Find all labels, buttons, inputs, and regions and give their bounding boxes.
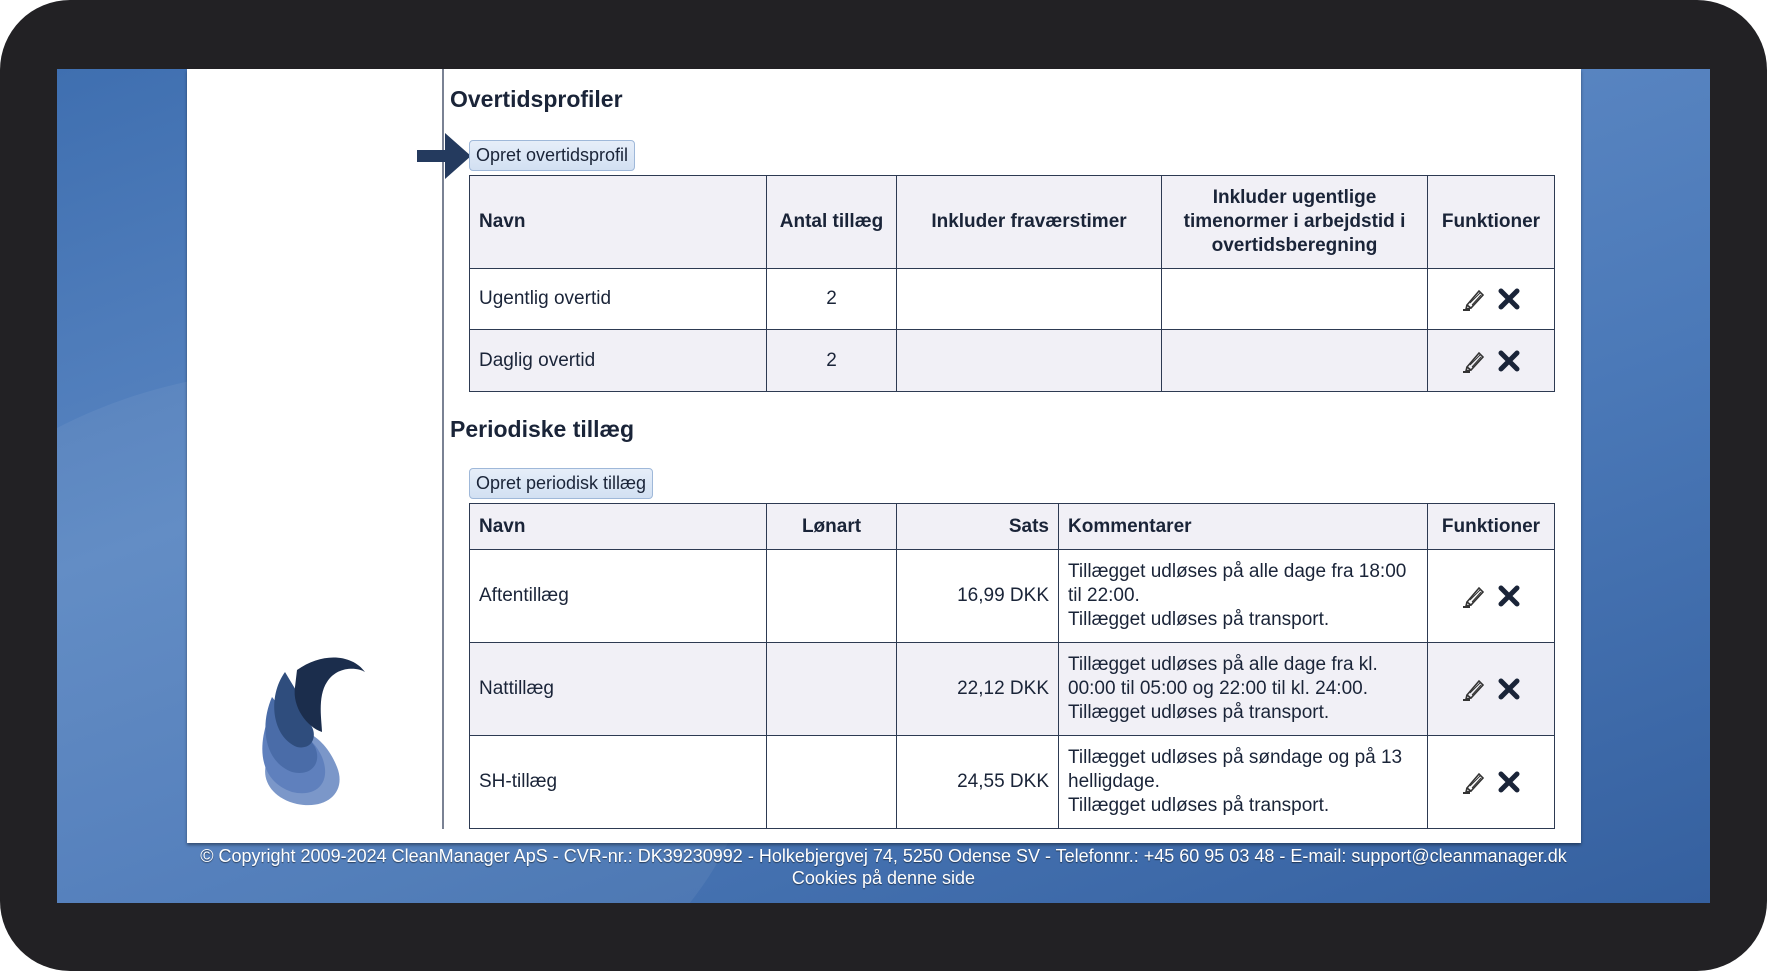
pencil-icon[interactable] (1461, 583, 1487, 609)
row-wage-type (767, 550, 897, 643)
row-comments (1059, 550, 1428, 643)
col-header-name: Navn (470, 504, 767, 550)
pencil-icon[interactable] (1461, 348, 1487, 374)
create-periodic-supplement-button[interactable]: Opret periodisk tillæg (469, 468, 653, 499)
overtime-table (469, 175, 1555, 392)
close-x-icon[interactable] (1497, 349, 1521, 373)
row-absence (897, 330, 1162, 392)
footer-copyright: © Copyright 2009-2024 CleanManager ApS - CVR-nr.: DK39230992 - Holkebjergvej 74, 5250 Odense SV - Telefonnr.: +45 60 95 03 48 - E-mail: support@cleanmanager.dk (200, 846, 1567, 866)
col-header-absence: Inkluder fraværstimer (897, 176, 1162, 269)
row-wage-type (767, 736, 897, 829)
comment-line: Tillægget udløses på transport. (1068, 795, 1330, 816)
table-row (470, 330, 1555, 392)
cookies-link[interactable]: Cookies på denne side (791, 868, 976, 888)
row-wage-type (767, 643, 897, 736)
overtime-section-title: Overtidsprofiler (450, 86, 623, 112)
row-functions (1428, 736, 1555, 829)
row-functions (1428, 269, 1555, 330)
periodic-section-title: Periodiske tillæg (450, 416, 635, 442)
close-x-icon[interactable] (1497, 287, 1521, 311)
cleanmanager-logo (237, 642, 389, 817)
row-absence (897, 269, 1162, 330)
row-rate: 22,12 DKK (897, 643, 1059, 736)
arrow-right-icon (417, 133, 471, 179)
row-functions (1428, 550, 1555, 643)
sidebar-divider (442, 69, 444, 829)
row-weekly-norms (1162, 269, 1428, 330)
comment-line: Tillægget udløses på alle dage fra 18:00 til 22:00. (1068, 561, 1407, 606)
row-name: Ugentlig overtid (470, 269, 767, 330)
footer (57, 845, 1710, 889)
row-functions (1428, 643, 1555, 736)
close-x-icon[interactable] (1497, 677, 1521, 701)
row-functions (1428, 330, 1555, 392)
row-rate: 16,99 DKK (897, 550, 1059, 643)
create-overtime-profile-button[interactable]: Opret overtidsprofil (469, 140, 635, 171)
col-header-functions: Funktioner (1428, 504, 1555, 550)
comment-line: Tillægget udløses på alle dage fra kl. 00:00 til 05:00 og 22:00 til kl. 24:00. (1068, 654, 1378, 699)
col-header-rate: Sats (897, 504, 1059, 550)
col-header-count: Antal tillæg (767, 176, 897, 269)
row-rate: 24,55 DKK (897, 736, 1059, 829)
row-weekly-norms (1162, 330, 1428, 392)
row-name: Aftentillæg (470, 550, 767, 643)
col-header-name: Navn (470, 176, 767, 269)
col-header-weekly-norms: Inkluder ugentlige timenormer i arbejdstid i overtidsberegning (1162, 176, 1428, 269)
row-comments (1059, 736, 1428, 829)
comment-line: Tillægget udløses på transport. (1068, 702, 1330, 723)
table-row (470, 643, 1555, 736)
col-header-functions: Funktioner (1428, 176, 1555, 269)
periodic-table (469, 503, 1555, 829)
row-count: 2 (767, 269, 897, 330)
close-x-icon[interactable] (1497, 770, 1521, 794)
row-name: Nattillæg (470, 643, 767, 736)
comment-line: Tillægget udløses på søndage og på 13 helligdage. (1068, 747, 1403, 792)
row-name: Daglig overtid (470, 330, 767, 392)
table-row (470, 550, 1555, 643)
col-header-comments: Kommentarer (1059, 504, 1428, 550)
col-header-wage-type: Lønart (767, 504, 897, 550)
table-row (470, 269, 1555, 330)
pencil-icon[interactable] (1461, 769, 1487, 795)
row-count: 2 (767, 330, 897, 392)
pencil-icon[interactable] (1461, 286, 1487, 312)
pencil-icon[interactable] (1461, 676, 1487, 702)
row-comments (1059, 643, 1428, 736)
close-x-icon[interactable] (1497, 584, 1521, 608)
table-row (470, 736, 1555, 829)
row-name: SH-tillæg (470, 736, 767, 829)
comment-line: Tillægget udløses på transport. (1068, 609, 1330, 630)
